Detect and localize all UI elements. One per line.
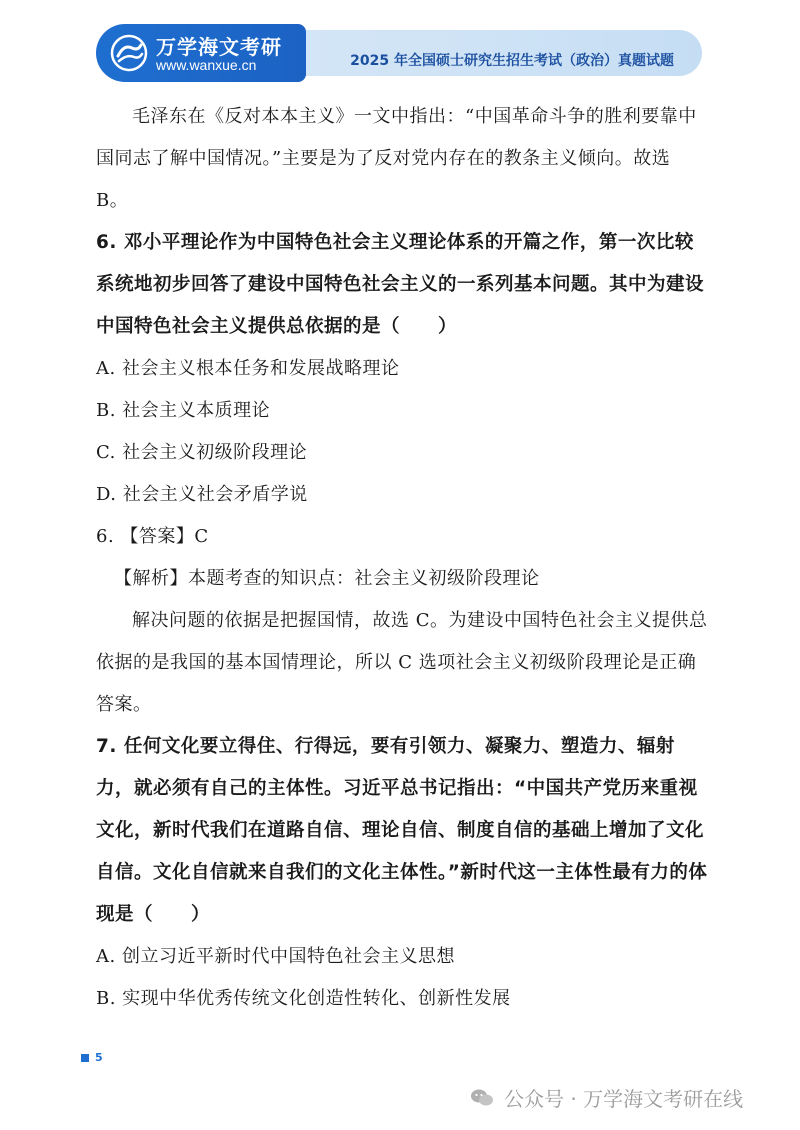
q6-option-b: B. 社会主义本质理论 xyxy=(96,400,271,421)
q6-option-c: C. 社会主义初级阶段理论 xyxy=(96,442,308,463)
logo-icon xyxy=(110,34,148,72)
watermark xyxy=(470,1083,743,1112)
document-body xyxy=(96,96,708,1020)
q6-explanation: 解决问题的依据是把握国情，故选 C。为建设中国特色社会主义提供总依据的是我国的基本国情理论，所以 C 选项社会主义初级阶段理论是正确答案。 xyxy=(96,610,708,715)
page-marker xyxy=(81,1051,103,1064)
q7-option-a: A. 创立习近平新时代中国特色社会主义思想 xyxy=(96,946,455,967)
brand-url: www.wanxue.cn xyxy=(156,57,257,73)
q6-answer: 6. 【答案】C xyxy=(96,526,209,547)
question-7: 7. 任何文化要立得住、行得远，要有引领力、凝聚力、塑造力、辐射力，就必须有自己的主体性。习近平总书记指出：“中国共产党历来重视文化，新时代我们在道路自信、理论自信、制度自信的基础上增加了文化自信。文化自信就来自我们的文化主体性。”新时代这一主体性最有力的体现是（ ） xyxy=(96,736,708,925)
exam-title: 2025 年全国硕士研究生招生考试（政治）真题试题 xyxy=(350,53,674,69)
watermark-text: 公众号 · 万学海文考研在线 xyxy=(504,1087,744,1111)
page-number: 5 xyxy=(95,1051,103,1064)
wechat-icon xyxy=(470,1086,494,1110)
question-6: 6. 邓小平理论作为中国特色社会主义理论体系的开篇之作，第一次比较系统地初步回答了建设中国特色社会主义的一系列基本问题。其中为建设中国特色社会主义提供总依据的是（ ） xyxy=(96,232,705,337)
page-header xyxy=(96,24,704,82)
q6-option-d: D. 社会主义社会矛盾学说 xyxy=(96,484,308,505)
q7-option-b: B. 实现中华优秀传统文化创造性转化、创新性发展 xyxy=(96,988,511,1009)
previous-explanation: 毛泽东在《反对本本主义》一文中指出：“中国革命斗争的胜利要靠中国同志了解中国情况。”主要是为了反对党内存在的教条主义倾向。故选 B。 xyxy=(96,106,697,211)
q6-option-a: A. 社会主义根本任务和发展战略理论 xyxy=(96,358,400,379)
q6-analysis: 【解析】本题考查的知识点：社会主义初级阶段理论 xyxy=(114,568,540,589)
brand-logo xyxy=(96,24,306,82)
page-square-icon xyxy=(81,1054,89,1062)
brand-name: 万学海文考研 xyxy=(156,35,282,59)
